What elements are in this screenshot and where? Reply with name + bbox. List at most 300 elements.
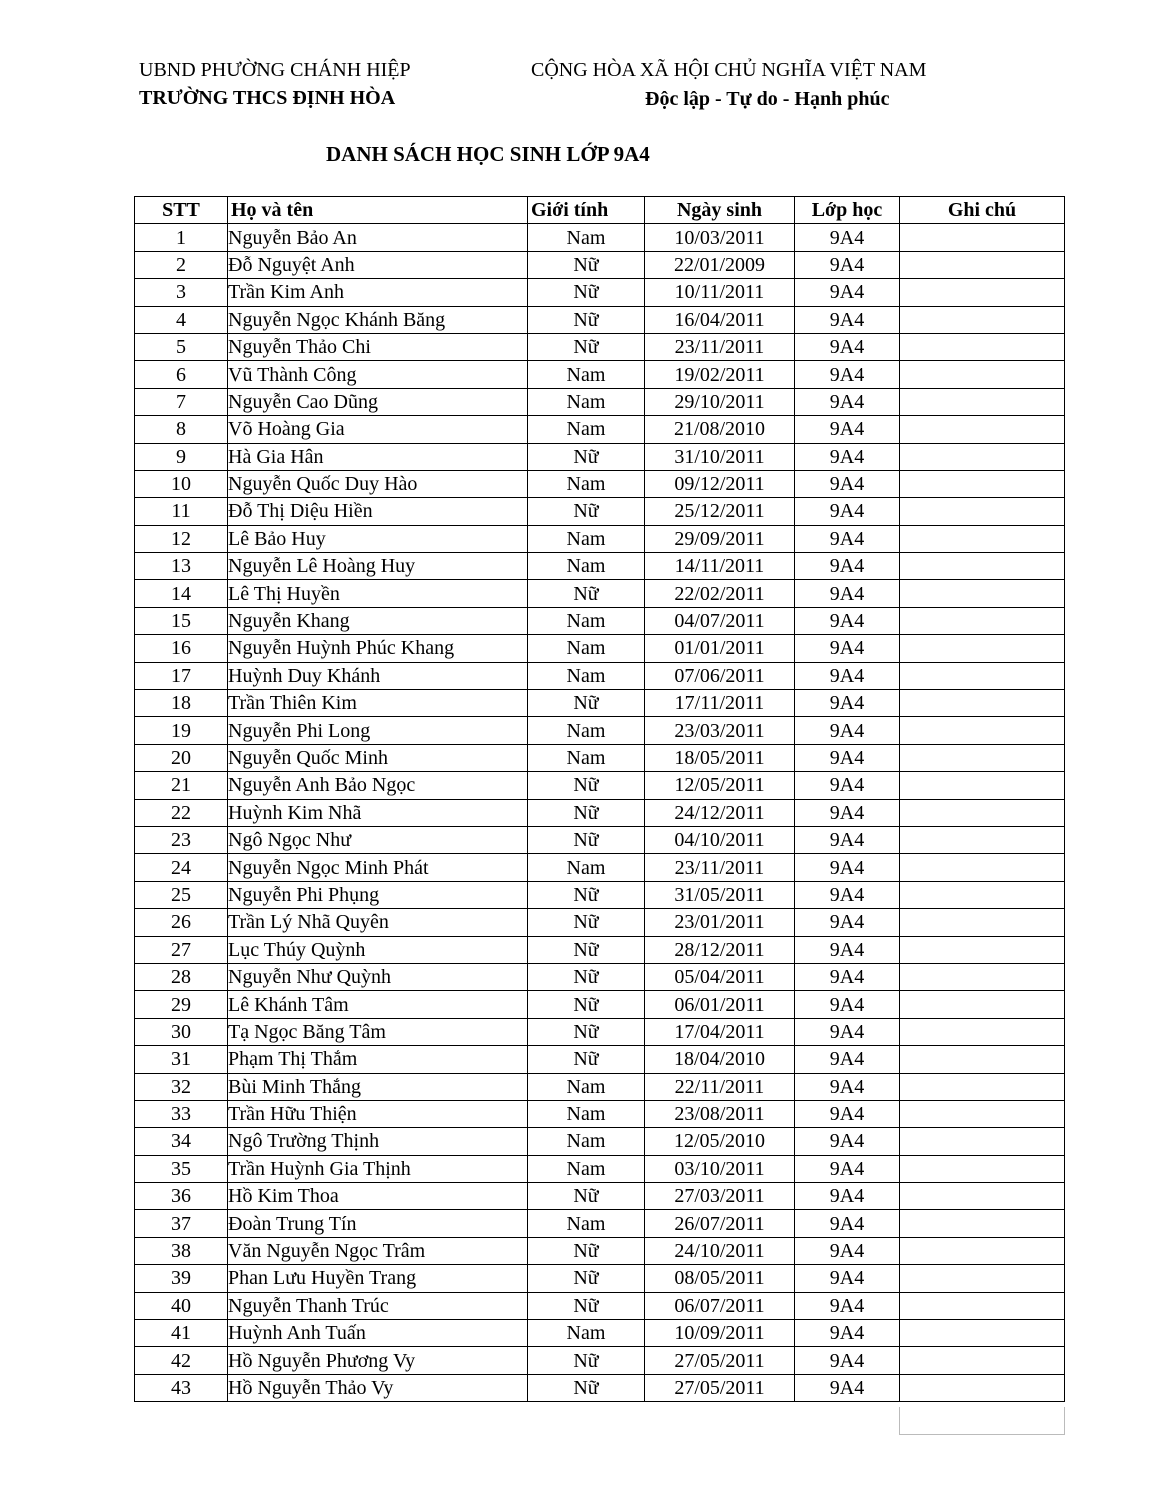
- cell-dob: 07/06/2011: [645, 662, 795, 689]
- cell-name: Ngô Trường Thịnh: [228, 1128, 528, 1155]
- cell-note: [900, 1374, 1065, 1401]
- cell-stt: 43: [135, 1374, 228, 1401]
- cell-name: Nguyễn Phi Long: [228, 717, 528, 744]
- cell-class: 9A4: [795, 1210, 900, 1237]
- cell-class: 9A4: [795, 1292, 900, 1319]
- cell-stt: 15: [135, 607, 228, 634]
- cell-gender: Nữ: [528, 1374, 645, 1401]
- cell-name: Nguyễn Ngọc Khánh Băng: [228, 306, 528, 333]
- cell-class: 9A4: [795, 1100, 900, 1127]
- cell-note: [900, 470, 1065, 497]
- cell-name: Hồ Kim Thoa: [228, 1183, 528, 1210]
- table-row: [135, 1128, 1065, 1155]
- cell-name: Nguyễn Thanh Trúc: [228, 1292, 528, 1319]
- cell-dob: 22/11/2011: [645, 1073, 795, 1100]
- cell-gender: Nữ: [528, 690, 645, 717]
- cell-gender: Nam: [528, 662, 645, 689]
- cell-dob: 05/04/2011: [645, 963, 795, 990]
- cell-class: 9A4: [795, 388, 900, 415]
- cell-name: Huỳnh Anh Tuấn: [228, 1320, 528, 1347]
- cell-dob: 08/05/2011: [645, 1265, 795, 1292]
- cell-class: 9A4: [795, 854, 900, 881]
- cell-class: 9A4: [795, 1018, 900, 1045]
- cell-stt: 8: [135, 416, 228, 443]
- cell-stt: 34: [135, 1128, 228, 1155]
- cell-gender: Nam: [528, 854, 645, 881]
- cell-class: 9A4: [795, 635, 900, 662]
- cell-dob: 24/12/2011: [645, 799, 795, 826]
- cell-gender: Nữ: [528, 1265, 645, 1292]
- table-row: [135, 1210, 1065, 1237]
- cell-stt: 12: [135, 525, 228, 552]
- cell-stt: 40: [135, 1292, 228, 1319]
- cell-gender: Nam: [528, 635, 645, 662]
- cell-stt: 1: [135, 224, 228, 251]
- cell-stt: 31: [135, 1046, 228, 1073]
- cell-name: Nguyễn Cao Dũng: [228, 388, 528, 415]
- cell-note: [900, 963, 1065, 990]
- cell-class: 9A4: [795, 525, 900, 552]
- cell-class: 9A4: [795, 662, 900, 689]
- cell-note: [900, 1018, 1065, 1045]
- cell-class: 9A4: [795, 1374, 900, 1401]
- cell-name: Nguyễn Quốc Minh: [228, 744, 528, 771]
- cell-stt: 38: [135, 1237, 228, 1264]
- cell-name: Phạm Thị Thắm: [228, 1046, 528, 1073]
- cell-dob: 09/12/2011: [645, 470, 795, 497]
- cell-class: 9A4: [795, 443, 900, 470]
- cell-gender: Nữ: [528, 1018, 645, 1045]
- cell-dob: 29/10/2011: [645, 388, 795, 415]
- cell-dob: 16/04/2011: [645, 306, 795, 333]
- cell-stt: 25: [135, 881, 228, 908]
- cell-dob: 22/02/2011: [645, 580, 795, 607]
- cell-gender: Nam: [528, 525, 645, 552]
- cell-gender: Nữ: [528, 279, 645, 306]
- cell-name: Nguyễn Anh Bảo Ngọc: [228, 772, 528, 799]
- cell-class: 9A4: [795, 251, 900, 278]
- page-title: DANH SÁCH HỌC SINH LỚP 9A4: [326, 142, 650, 166]
- table-row: [135, 580, 1065, 607]
- cell-stt: 2: [135, 251, 228, 278]
- col-header-stt: STT: [135, 197, 228, 224]
- cell-dob: 26/07/2011: [645, 1210, 795, 1237]
- cell-class: 9A4: [795, 498, 900, 525]
- cell-name: Trần Kim Anh: [228, 279, 528, 306]
- col-header-dob: Ngày sinh: [645, 197, 795, 224]
- cell-name: Ngô Ngọc Như: [228, 826, 528, 853]
- table-header-row: [135, 197, 1065, 224]
- col-header-class: Lớp học: [795, 197, 900, 224]
- cell-note: [900, 1046, 1065, 1073]
- cell-stt: 20: [135, 744, 228, 771]
- cell-stt: 37: [135, 1210, 228, 1237]
- cell-stt: 24: [135, 854, 228, 881]
- empty-note-cell: [899, 1407, 1065, 1435]
- cell-note: [900, 1128, 1065, 1155]
- cell-note: [900, 1237, 1065, 1264]
- col-header-name: Họ và tên: [228, 197, 528, 224]
- cell-gender: Nữ: [528, 991, 645, 1018]
- cell-dob: 01/01/2011: [645, 635, 795, 662]
- cell-name: Phan Lưu Huyền Trang: [228, 1265, 528, 1292]
- table-row: [135, 1347, 1065, 1374]
- cell-gender: Nữ: [528, 1292, 645, 1319]
- cell-dob: 22/01/2009: [645, 251, 795, 278]
- cell-stt: 21: [135, 772, 228, 799]
- cell-stt: 35: [135, 1155, 228, 1182]
- cell-dob: 27/05/2011: [645, 1374, 795, 1401]
- nation-title: CỘNG HÒA XÃ HỘI CHỦ NGHĨA VIỆT NAM: [531, 59, 927, 81]
- cell-class: 9A4: [795, 963, 900, 990]
- col-header-gender: Giới tính: [528, 197, 645, 224]
- cell-note: [900, 607, 1065, 634]
- cell-name: Đỗ Thị Diệu Hiền: [228, 498, 528, 525]
- cell-note: [900, 881, 1065, 908]
- table-row: [135, 416, 1065, 443]
- table-row: [135, 498, 1065, 525]
- cell-stt: 6: [135, 361, 228, 388]
- cell-stt: 11: [135, 498, 228, 525]
- cell-stt: 18: [135, 690, 228, 717]
- cell-class: 9A4: [795, 306, 900, 333]
- cell-name: Lục Thúy Quỳnh: [228, 936, 528, 963]
- cell-class: 9A4: [795, 1265, 900, 1292]
- cell-gender: Nam: [528, 1210, 645, 1237]
- cell-name: Vũ Thành Công: [228, 361, 528, 388]
- cell-name: Đỗ Nguyệt Anh: [228, 251, 528, 278]
- cell-note: [900, 333, 1065, 360]
- cell-note: [900, 388, 1065, 415]
- cell-dob: 27/03/2011: [645, 1183, 795, 1210]
- cell-stt: 5: [135, 333, 228, 360]
- table-row: [135, 1155, 1065, 1182]
- cell-dob: 29/09/2011: [645, 525, 795, 552]
- table-row: [135, 826, 1065, 853]
- cell-class: 9A4: [795, 1320, 900, 1347]
- cell-dob: 04/07/2011: [645, 607, 795, 634]
- cell-stt: 23: [135, 826, 228, 853]
- table-row: [135, 279, 1065, 306]
- cell-stt: 36: [135, 1183, 228, 1210]
- cell-class: 9A4: [795, 826, 900, 853]
- cell-note: [900, 1320, 1065, 1347]
- cell-dob: 23/03/2011: [645, 717, 795, 744]
- cell-note: [900, 498, 1065, 525]
- table-row: [135, 854, 1065, 881]
- cell-note: [900, 662, 1065, 689]
- cell-gender: Nữ: [528, 909, 645, 936]
- table-row: [135, 635, 1065, 662]
- cell-stt: 9: [135, 443, 228, 470]
- cell-name: Nguyễn Ngọc Minh Phát: [228, 854, 528, 881]
- cell-gender: Nam: [528, 388, 645, 415]
- cell-class: 9A4: [795, 1073, 900, 1100]
- cell-dob: 23/11/2011: [645, 333, 795, 360]
- cell-name: Văn Nguyễn Ngọc Trâm: [228, 1237, 528, 1264]
- cell-note: [900, 1265, 1065, 1292]
- cell-class: 9A4: [795, 1046, 900, 1073]
- cell-class: 9A4: [795, 553, 900, 580]
- cell-class: 9A4: [795, 470, 900, 497]
- table-row: [135, 470, 1065, 497]
- school-name: TRƯỜNG THCS ĐỊNH HÒA: [139, 87, 396, 109]
- table-row: [135, 1183, 1065, 1210]
- table-row: [135, 525, 1065, 552]
- cell-dob: 10/11/2011: [645, 279, 795, 306]
- table-row: [135, 1046, 1065, 1073]
- table-row: [135, 1374, 1065, 1401]
- cell-gender: Nam: [528, 470, 645, 497]
- cell-stt: 3: [135, 279, 228, 306]
- cell-note: [900, 416, 1065, 443]
- cell-stt: 41: [135, 1320, 228, 1347]
- table-row: [135, 881, 1065, 908]
- cell-name: Hồ Nguyễn Thảo Vy: [228, 1374, 528, 1401]
- cell-name: Lê Thị Huyền: [228, 580, 528, 607]
- cell-gender: Nam: [528, 1155, 645, 1182]
- cell-name: Hồ Nguyễn Phương Vy: [228, 1347, 528, 1374]
- cell-name: Trần Lý Nhã Quyên: [228, 909, 528, 936]
- cell-name: Huỳnh Duy Khánh: [228, 662, 528, 689]
- table-row: [135, 717, 1065, 744]
- cell-note: [900, 1183, 1065, 1210]
- cell-dob: 17/04/2011: [645, 1018, 795, 1045]
- cell-dob: 28/12/2011: [645, 936, 795, 963]
- cell-note: [900, 1347, 1065, 1374]
- table-row: [135, 1073, 1065, 1100]
- cell-dob: 27/05/2011: [645, 1347, 795, 1374]
- cell-note: [900, 772, 1065, 799]
- cell-stt: 7: [135, 388, 228, 415]
- table-row: [135, 251, 1065, 278]
- cell-name: Nguyễn Phi Phụng: [228, 881, 528, 908]
- cell-stt: 33: [135, 1100, 228, 1127]
- cell-class: 9A4: [795, 909, 900, 936]
- table-row: [135, 333, 1065, 360]
- nation-motto: Độc lập - Tự do - Hạnh phúc: [645, 88, 890, 110]
- cell-class: 9A4: [795, 416, 900, 443]
- cell-dob: 04/10/2011: [645, 826, 795, 853]
- cell-class: 9A4: [795, 799, 900, 826]
- cell-gender: Nữ: [528, 1237, 645, 1264]
- cell-name: Võ Hoàng Gia: [228, 416, 528, 443]
- cell-stt: 42: [135, 1347, 228, 1374]
- cell-class: 9A4: [795, 361, 900, 388]
- table-row: [135, 306, 1065, 333]
- cell-gender: Nữ: [528, 936, 645, 963]
- cell-name: Lê Khánh Tâm: [228, 991, 528, 1018]
- cell-gender: Nữ: [528, 1347, 645, 1374]
- cell-note: [900, 224, 1065, 251]
- cell-dob: 23/08/2011: [645, 1100, 795, 1127]
- cell-name: Tạ Ngọc Băng Tâm: [228, 1018, 528, 1045]
- cell-note: [900, 991, 1065, 1018]
- cell-class: 9A4: [795, 936, 900, 963]
- cell-dob: 25/12/2011: [645, 498, 795, 525]
- cell-class: 9A4: [795, 279, 900, 306]
- cell-dob: 23/01/2011: [645, 909, 795, 936]
- cell-gender: Nam: [528, 1128, 645, 1155]
- table-row: [135, 607, 1065, 634]
- cell-class: 9A4: [795, 717, 900, 744]
- cell-dob: 19/02/2011: [645, 361, 795, 388]
- cell-stt: 19: [135, 717, 228, 744]
- cell-note: [900, 854, 1065, 881]
- table-row: [135, 553, 1065, 580]
- cell-stt: 17: [135, 662, 228, 689]
- table-row: [135, 388, 1065, 415]
- table-row: [135, 936, 1065, 963]
- cell-name: Trần Huỳnh Gia Thịnh: [228, 1155, 528, 1182]
- cell-stt: 26: [135, 909, 228, 936]
- cell-note: [900, 525, 1065, 552]
- cell-gender: Nam: [528, 607, 645, 634]
- table-row: [135, 1265, 1065, 1292]
- table-row: [135, 690, 1065, 717]
- cell-stt: 14: [135, 580, 228, 607]
- cell-name: Bùi Minh Thắng: [228, 1073, 528, 1100]
- cell-note: [900, 799, 1065, 826]
- cell-class: 9A4: [795, 607, 900, 634]
- cell-note: [900, 361, 1065, 388]
- cell-note: [900, 936, 1065, 963]
- cell-gender: Nữ: [528, 443, 645, 470]
- cell-class: 9A4: [795, 772, 900, 799]
- cell-name: Nguyễn Lê Hoàng Huy: [228, 553, 528, 580]
- cell-note: [900, 1210, 1065, 1237]
- cell-gender: Nữ: [528, 251, 645, 278]
- table-row: [135, 1320, 1065, 1347]
- cell-gender: Nam: [528, 553, 645, 580]
- cell-note: [900, 580, 1065, 607]
- cell-name: Lê Bảo Huy: [228, 525, 528, 552]
- cell-note: [900, 443, 1065, 470]
- cell-gender: Nam: [528, 744, 645, 771]
- cell-class: 9A4: [795, 881, 900, 908]
- cell-class: 9A4: [795, 1155, 900, 1182]
- cell-gender: Nữ: [528, 963, 645, 990]
- table-row: [135, 909, 1065, 936]
- cell-name: Huỳnh Kim Nhã: [228, 799, 528, 826]
- cell-stt: 28: [135, 963, 228, 990]
- cell-stt: 29: [135, 991, 228, 1018]
- cell-note: [900, 744, 1065, 771]
- cell-name: Nguyễn Bảo An: [228, 224, 528, 251]
- cell-class: 9A4: [795, 580, 900, 607]
- cell-gender: Nữ: [528, 772, 645, 799]
- cell-class: 9A4: [795, 991, 900, 1018]
- cell-gender: Nam: [528, 717, 645, 744]
- cell-name: Nguyễn Thảo Chi: [228, 333, 528, 360]
- cell-gender: Nữ: [528, 306, 645, 333]
- cell-note: [900, 717, 1065, 744]
- cell-name: Nguyễn Như Quỳnh: [228, 963, 528, 990]
- cell-stt: 13: [135, 553, 228, 580]
- cell-class: 9A4: [795, 1237, 900, 1264]
- cell-note: [900, 635, 1065, 662]
- cell-stt: 16: [135, 635, 228, 662]
- cell-class: 9A4: [795, 333, 900, 360]
- table-row: [135, 963, 1065, 990]
- cell-note: [900, 251, 1065, 278]
- cell-class: 9A4: [795, 744, 900, 771]
- cell-gender: Nữ: [528, 826, 645, 853]
- cell-gender: Nữ: [528, 498, 645, 525]
- cell-dob: 23/11/2011: [645, 854, 795, 881]
- cell-dob: 18/05/2011: [645, 744, 795, 771]
- cell-class: 9A4: [795, 690, 900, 717]
- cell-gender: Nam: [528, 1320, 645, 1347]
- cell-note: [900, 1100, 1065, 1127]
- table-row: [135, 1292, 1065, 1319]
- cell-gender: Nữ: [528, 799, 645, 826]
- table-row: [135, 443, 1065, 470]
- cell-dob: 10/03/2011: [645, 224, 795, 251]
- cell-gender: Nữ: [528, 333, 645, 360]
- cell-class: 9A4: [795, 1347, 900, 1374]
- cell-dob: 18/04/2010: [645, 1046, 795, 1073]
- table-row: [135, 1100, 1065, 1127]
- cell-dob: 17/11/2011: [645, 690, 795, 717]
- table-body: [135, 224, 1065, 1402]
- cell-stt: 30: [135, 1018, 228, 1045]
- cell-gender: Nam: [528, 224, 645, 251]
- cell-gender: Nữ: [528, 1046, 645, 1073]
- cell-note: [900, 909, 1065, 936]
- cell-note: [900, 553, 1065, 580]
- cell-dob: 24/10/2011: [645, 1237, 795, 1264]
- cell-note: [900, 690, 1065, 717]
- table-row: [135, 1018, 1065, 1045]
- cell-stt: 32: [135, 1073, 228, 1100]
- cell-stt: 39: [135, 1265, 228, 1292]
- cell-note: [900, 1292, 1065, 1319]
- table-row: [135, 744, 1065, 771]
- cell-note: [900, 1155, 1065, 1182]
- cell-gender: Nam: [528, 1073, 645, 1100]
- cell-name: Nguyễn Quốc Duy Hào: [228, 470, 528, 497]
- table-row: [135, 662, 1065, 689]
- cell-dob: 31/05/2011: [645, 881, 795, 908]
- cell-dob: 06/07/2011: [645, 1292, 795, 1319]
- cell-gender: Nữ: [528, 1183, 645, 1210]
- cell-note: [900, 279, 1065, 306]
- cell-name: Trần Hữu Thiện: [228, 1100, 528, 1127]
- cell-note: [900, 1073, 1065, 1100]
- cell-gender: Nam: [528, 361, 645, 388]
- cell-gender: Nam: [528, 416, 645, 443]
- cell-dob: 12/05/2010: [645, 1128, 795, 1155]
- cell-dob: 03/10/2011: [645, 1155, 795, 1182]
- table-row: [135, 1237, 1065, 1264]
- table-row: [135, 224, 1065, 251]
- cell-dob: 14/11/2011: [645, 553, 795, 580]
- cell-note: [900, 826, 1065, 853]
- cell-stt: 4: [135, 306, 228, 333]
- table-row: [135, 799, 1065, 826]
- cell-name: Nguyễn Khang: [228, 607, 528, 634]
- cell-stt: 27: [135, 936, 228, 963]
- cell-dob: 06/01/2011: [645, 991, 795, 1018]
- org-line1: UBND PHƯỜNG CHÁNH HIỆP: [139, 59, 411, 81]
- cell-gender: Nữ: [528, 580, 645, 607]
- cell-stt: 22: [135, 799, 228, 826]
- col-header-note: Ghi chú: [900, 197, 1065, 224]
- student-table: [134, 196, 1065, 1402]
- cell-class: 9A4: [795, 1183, 900, 1210]
- table-row: [135, 772, 1065, 799]
